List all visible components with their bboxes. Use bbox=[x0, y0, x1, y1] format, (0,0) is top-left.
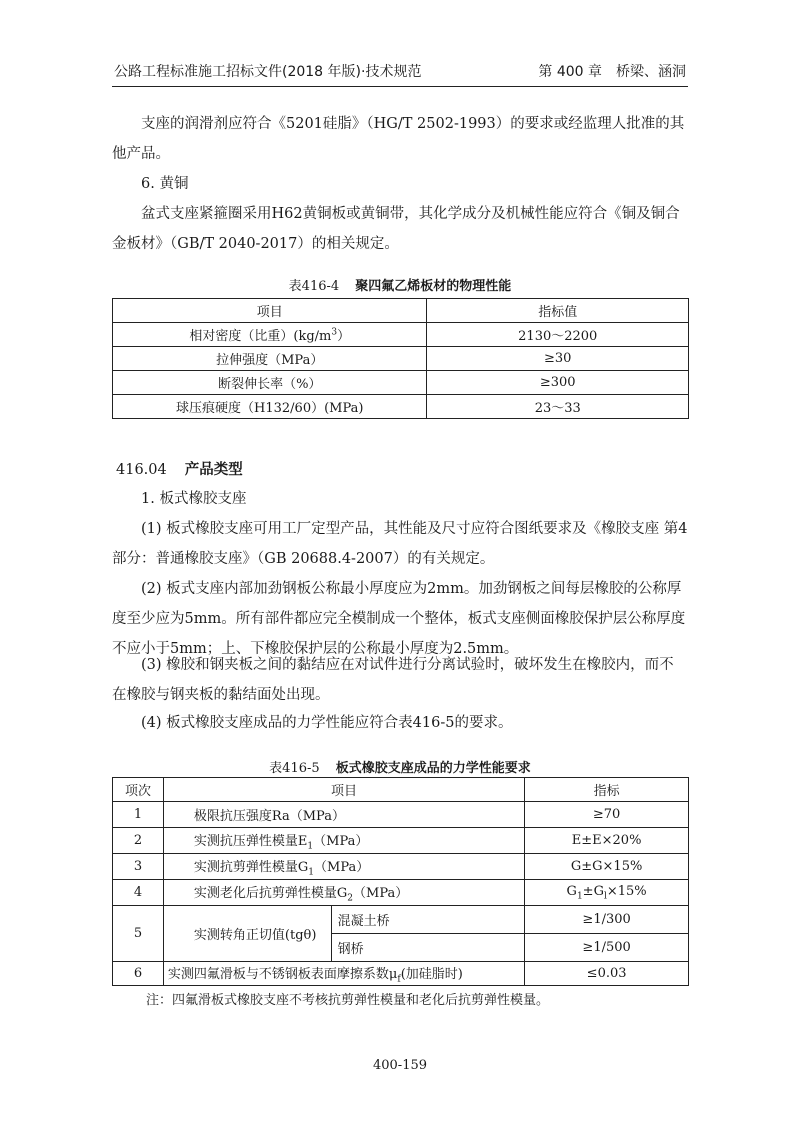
table-cell-value: 23～33 bbox=[427, 395, 689, 419]
table-cell-item: 实测老化后抗剪弹性模量$G_2(MPa)$ bbox=[163, 880, 524, 906]
bearing-mechanics-table bbox=[112, 777, 689, 986]
table-cell-item: 相对密度（比重）$(kg/m^3)$ bbox=[113, 323, 427, 347]
table-row bbox=[113, 962, 689, 986]
table-cell-no: 4 bbox=[113, 880, 164, 906]
table2-note: 注：四氟滑板式橡胶支座不考核抗剪弹性模量和老化后抗剪弹性模量。 bbox=[146, 993, 550, 1008]
paragraph-brass: 盆式支座紧箍圈采用H62黄铜板或黄铜带，其化学成分及机械性能应符合《铜及铜合金板材》（GB/T 2040-2017）的相关规定。 bbox=[112, 206, 680, 252]
table-cell-value: ≥300 bbox=[427, 371, 689, 395]
table-cell-value: 2130～2200 bbox=[427, 323, 689, 347]
header-chapter-title: 第 400 章 桥梁、涵洞 bbox=[538, 64, 686, 80]
table-cell-item: 球压痕硬度（H132/60）(MPa) bbox=[113, 395, 427, 419]
table-cell-no: 5 bbox=[113, 906, 164, 962]
table-cell-value: ≤0.03 bbox=[525, 962, 689, 986]
table-row bbox=[113, 323, 689, 347]
table-row bbox=[113, 371, 689, 395]
header-document-title: 公路工程标准施工招标文件(2018 年版)·技术规范 bbox=[114, 64, 422, 80]
table-cell-value: G±G×15% bbox=[525, 854, 689, 880]
table-cell-subitem: 混凝土桥 bbox=[331, 906, 525, 934]
section-heading bbox=[116, 455, 243, 485]
page-number: 400-159 bbox=[372, 1058, 428, 1073]
table-cell-no: 2 bbox=[113, 828, 164, 854]
table2-caption bbox=[112, 757, 688, 776]
table2-caption-title: 板式橡胶支座成品的力学性能要求 bbox=[335, 761, 531, 776]
item-4: (4) 板式橡胶支座成品的力学性能应符合表416-5的要求。 bbox=[141, 715, 513, 731]
table-cell-value: $G_1\pm G_l\times 15\%$ bbox=[525, 880, 689, 906]
table-cell-item: 实测四氟滑板与不锈钢板表面摩擦系数$\mu_f$(加硅脂时) bbox=[163, 962, 524, 986]
table-cell-subitem: 钢桥 bbox=[331, 934, 525, 962]
column-header-item: 项目 bbox=[163, 778, 524, 802]
table1-caption bbox=[112, 275, 688, 294]
item-1: (1) 板式橡胶支座可用工厂定型产品，其性能及尺寸应符合图纸要求及《橡胶支座 第4部分：普通橡胶支座》（GB 20688.4-2007）的有关规定。 bbox=[112, 521, 688, 567]
table-cell-item: 断裂伸长率（%） bbox=[113, 371, 427, 395]
table-row bbox=[113, 880, 689, 906]
table-cell-no: 6 bbox=[113, 962, 164, 986]
column-header-no: 项次 bbox=[113, 778, 164, 802]
table-cell-item: 实测抗剪弹性模量$G_1(MPa)$ bbox=[163, 854, 524, 880]
table-cell-no: 1 bbox=[113, 802, 164, 828]
table-cell-item: 实测抗压弹性模量$E_1(MPa)$ bbox=[163, 828, 524, 854]
table1-caption-number: 表416-4 bbox=[288, 279, 340, 294]
table-cell-no: 3 bbox=[113, 854, 164, 880]
table-cell-item: 拉伸强度（MPa） bbox=[113, 347, 427, 371]
column-header-value: 指标值 bbox=[427, 299, 689, 323]
section-number: 416.04 bbox=[116, 462, 167, 478]
subheading-plate-rubber-bearing: 1. 板式橡胶支座 bbox=[141, 491, 247, 507]
item-3: (3) 橡胶和钢夹板之间的黏结应在对试件进行分离试验时，破坏发生在橡胶内，而不在橡胶与钢夹板的黏结面处出现。 bbox=[112, 657, 674, 703]
table1-caption-title: 聚四氟乙烯板材的物理性能 bbox=[355, 279, 512, 294]
table2-caption-number: 表416-5 bbox=[269, 761, 320, 776]
table-row bbox=[113, 828, 689, 854]
column-header-value: 指标 bbox=[525, 778, 689, 802]
table-row bbox=[113, 802, 689, 828]
table-cell-value: ≥70 bbox=[525, 802, 689, 828]
table-header-row bbox=[113, 299, 689, 323]
table-cell-value: ≥1/300 bbox=[525, 906, 689, 934]
table-header-row bbox=[113, 778, 689, 802]
table-row bbox=[113, 395, 689, 419]
table-row bbox=[113, 347, 689, 371]
table-row bbox=[113, 854, 689, 880]
ptfe-properties-table bbox=[112, 298, 689, 419]
table-row bbox=[113, 906, 689, 934]
table-cell-value: E±E×20% bbox=[525, 828, 689, 854]
table-cell-value: ≥1/500 bbox=[525, 934, 689, 962]
column-header-item: 项目 bbox=[113, 299, 427, 323]
section-title: 产品类型 bbox=[184, 462, 243, 478]
table-cell-item: 极限抗压强度Ra（MPa） bbox=[163, 802, 524, 828]
paragraph-lubricant: 支座的润滑剂应符合《5201硅脂》（HG/T 2502-1993）的要求或经监理人批准的其他产品。 bbox=[112, 116, 685, 162]
page-header bbox=[112, 58, 688, 87]
table-cell-value: ≥30 bbox=[427, 347, 689, 371]
table-cell-item: 实测转角正切值(tgθ) bbox=[163, 906, 331, 962]
subheading-brass: 6. 黄铜 bbox=[141, 176, 189, 192]
item-2: (2) 板式支座内部加劲钢板公称最小厚度应为2mm。加劲钢板之间每层橡胶的公称厚度至少应为5mm。所有部件都应完全模制成一个整体，板式支座侧面橡胶保护层公称厚度不应小于5mm；上、下橡胶保护层的公称最小厚度为2.5mm。 bbox=[112, 581, 686, 657]
